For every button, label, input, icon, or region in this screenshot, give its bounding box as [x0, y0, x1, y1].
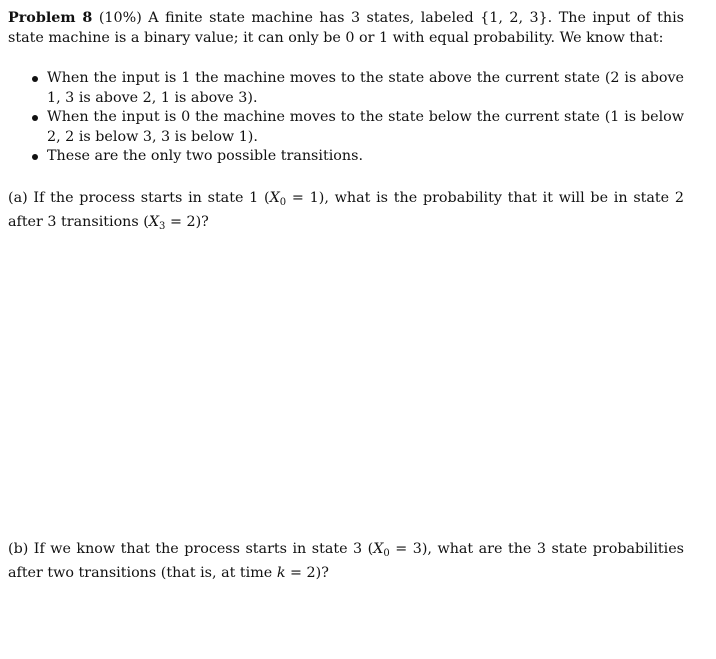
part-b-middle: ), what are the 3 state probabilities after two transitions (that is, at time: [8, 541, 685, 581]
transition-rules-list: [8, 69, 684, 167]
states-set: {1, 2, 3}: [480, 10, 548, 26]
part-b-time-var: k: [276, 564, 286, 581]
list-item-text: When the input is 1 the machine moves to the state above the current state (2 is above 1, 3 is above 2, 1 is above 3).: [47, 70, 684, 106]
problem-statement: [8, 9, 684, 48]
part-a-middle: ), what is the probability that it will be in state 2 after 3 transitions (: [8, 190, 684, 230]
part-a-cond-sub: 0: [279, 197, 287, 208]
part-a-target-value: = 2: [165, 213, 196, 230]
intro-text-2: . The input of this state machine is a binary value; it can only be 0 or 1 with equal probability. We know that:: [8, 10, 685, 46]
problem-points: (10%): [98, 10, 142, 26]
bullet-icon: [32, 154, 38, 160]
part-a-cond-value: = 1: [286, 190, 319, 206]
question-part-a: [8, 189, 684, 236]
part-a-target-var: X: [148, 213, 160, 230]
problem-label: Problem 8: [8, 10, 93, 26]
part-a-cond-var: X: [269, 190, 280, 206]
part-b-suffix: )?: [315, 564, 329, 581]
part-b-time-value: = 2: [285, 564, 316, 581]
list-item: [8, 69, 684, 108]
bullet-icon: [32, 76, 38, 82]
part-a-target-sub: 3: [159, 220, 166, 232]
question-part-b: [8, 540, 684, 583]
bullet-icon: [32, 115, 38, 121]
list-item: [8, 108, 684, 147]
part-a-suffix: )?: [195, 213, 209, 230]
list-item-text: When the input is 0 the machine moves to the state below the current state (1 is below 2, 2 is below 3, 3 is below 1).: [47, 109, 684, 145]
list-item-text: These are the only two possible transitions.: [47, 148, 363, 164]
part-b-cond-var: X: [373, 541, 384, 557]
intro-text-1: A finite state machine has 3 states, labeled: [148, 10, 481, 26]
part-b-prefix: (b) If we know that the process starts in state 3 (: [8, 541, 374, 557]
part-b-cond-value: = 3: [389, 541, 422, 557]
part-a-prefix: (a) If the process starts in state 1 (: [8, 190, 270, 206]
list-item: [8, 147, 684, 167]
part-b-cond-sub: 0: [383, 548, 390, 559]
